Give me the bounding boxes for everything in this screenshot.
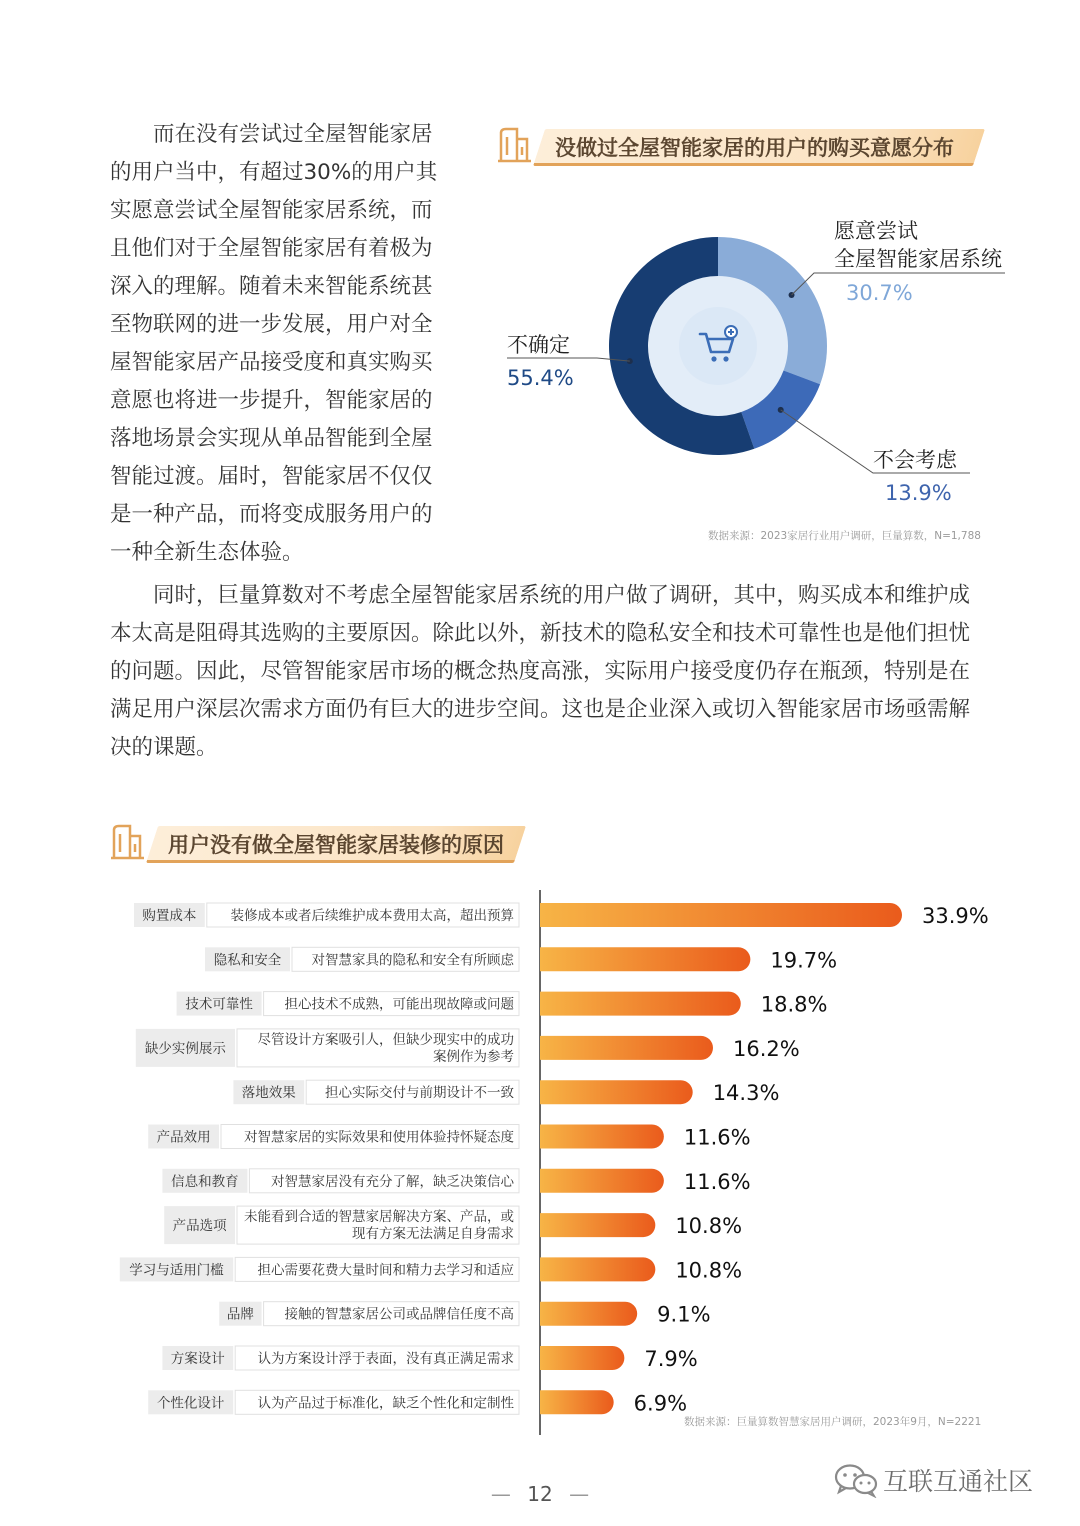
donut-leader-dot xyxy=(778,407,784,413)
bar-value-label: 7.9% xyxy=(644,1347,698,1371)
reason-desc: 尽管设计方案吸引人，但缺少现实中的成功 xyxy=(257,1031,514,1048)
bar-value-label: 10.8% xyxy=(675,1214,743,1239)
intro-paragraph-line: 的用户当中，有超过30%的用户其 xyxy=(110,160,438,185)
reason-desc: 对智慧家居的实际效果和使用体验持怀疑态度 xyxy=(244,1129,514,1146)
intro-paragraph-line: 屋智能家居产品接受度和真实购买 xyxy=(110,350,433,375)
reason-desc: 担心需要花费大量时间和精力去学习和适应 xyxy=(257,1262,514,1279)
reason-tag: 品牌 xyxy=(226,1306,254,1323)
bar xyxy=(540,1125,664,1149)
bar-value-label: 9.1% xyxy=(657,1302,711,1327)
bar-value-label: 16.2% xyxy=(732,1036,800,1061)
donut-slice-label: 不会考虑 xyxy=(873,448,957,472)
bar-chart-title: 用户没有做全屋智能家居装修的原因 xyxy=(168,833,504,857)
reason-desc: 对智慧家居没有充分了解，缺乏决策信心 xyxy=(271,1173,514,1190)
reason-desc: 担心实际交付与前期设计不一致 xyxy=(325,1085,514,1102)
reason-desc: 担心技术不成熟，可能出现故障或问题 xyxy=(284,996,514,1013)
reason-tag: 落地效果 xyxy=(241,1085,296,1102)
reason-desc: 未能看到合适的智慧家居解决方案、产品，或 xyxy=(244,1209,514,1226)
analysis-paragraph xyxy=(110,577,970,767)
reason-desc: 接触的智慧家居公司或品牌信任度不高 xyxy=(284,1306,514,1323)
bar xyxy=(540,1169,664,1193)
bar xyxy=(540,1346,624,1370)
page-number-dash-right: — xyxy=(569,1482,590,1506)
donut-slice-value: 30.7% xyxy=(846,281,913,305)
analysis-paragraph-line: 本太高是阻碍其选购的主要原因。除此以外，新技术的隐私安全和技术可靠性也是他们担忧 xyxy=(110,621,971,646)
intro-paragraph-line: 一种全新生态体验。 xyxy=(110,540,304,565)
reason-desc: 现有方案无法满足自身需求 xyxy=(352,1226,514,1243)
building-icon xyxy=(497,125,533,165)
bar xyxy=(540,1257,655,1281)
reason-tag: 产品选项 xyxy=(172,1218,227,1235)
analysis-paragraph-line: 满足用户深层次需求方面仍有巨大的进步空间。这也是企业深入或切入智能家居市场亟需解 xyxy=(110,697,971,722)
bar xyxy=(540,903,902,927)
analysis-paragraph-line: 的问题。因此，尽管智能家居市场的概念热度高涨，实际用户接受度仍存在瓶颈，特别是在 xyxy=(110,659,971,684)
intro-paragraph-line: 智能过渡。届时，智能家居不仅仅 xyxy=(110,464,433,489)
reason-tag: 信息和教育 xyxy=(171,1173,239,1190)
wechat-icon xyxy=(833,1462,879,1498)
building-icon xyxy=(110,822,146,862)
reason-desc: 装修成本或者后续维护成本费用太高，超出预算 xyxy=(230,908,514,924)
donut-chart-title-banner xyxy=(497,125,997,165)
reason-desc: 对智慧家具的隐私和安全有所顾虑 xyxy=(311,952,514,969)
intro-paragraph-line: 深入的理解。随着未来智能系统甚 xyxy=(110,274,433,299)
intro-paragraph-line: 落地场景会实现从单品智能到全屋 xyxy=(110,426,433,451)
reason-tag: 技术可靠性 xyxy=(185,996,253,1013)
intro-paragraph-line: 至物联网的进一步发展，用户对全 xyxy=(110,312,433,337)
page-number-dash-left: — xyxy=(490,1482,511,1506)
reason-tag: 购置成本 xyxy=(142,908,197,924)
reason-tag: 产品效用 xyxy=(156,1129,211,1146)
reason-tag: 缺少实例展示 xyxy=(144,1040,226,1057)
reason-desc: 认为产品过于标准化，缺乏个性化和定制性 xyxy=(257,1395,514,1412)
donut-slice-label: 不确定 xyxy=(507,333,570,357)
intro-paragraph-line: 意愿也将进一步提升，智能家居的 xyxy=(110,388,433,413)
bar xyxy=(540,1213,655,1237)
reason-tag: 方案设计 xyxy=(170,1351,225,1367)
bar xyxy=(540,1302,637,1326)
bar-value-label: 10.8% xyxy=(675,1258,743,1283)
reason-desc: 认为方案设计浮于表面，没有真正满足需求 xyxy=(257,1351,514,1367)
bar-value-label: 14.3% xyxy=(712,1081,780,1106)
bar xyxy=(540,1036,713,1060)
reason-tag: 个性化设计 xyxy=(156,1395,225,1412)
donut-slice-value: 55.4% xyxy=(507,366,574,390)
bar xyxy=(540,1080,693,1104)
bar-chart-title-banner xyxy=(110,822,540,862)
donut-chart xyxy=(480,200,1040,530)
watermark xyxy=(833,1458,1053,1502)
intro-paragraph-line: 是一种产品，而将变成服务用户的 xyxy=(110,502,433,527)
donut-slice-label: 愿意尝试 xyxy=(834,219,918,243)
bar xyxy=(540,992,741,1016)
donut-chart-title: 没做过全屋智能家居的用户的购买意愿分布 xyxy=(555,136,954,160)
bar-value-label: 19.7% xyxy=(770,948,838,973)
donut-slice-label: 全屋智能家居系统 xyxy=(834,247,1002,271)
reason-desc: 案例作为参考 xyxy=(433,1048,514,1065)
donut-chart-source: 数据来源：2023家居行业用户调研，巨量算数，N=1,788 xyxy=(708,530,981,542)
bar-chart xyxy=(0,880,1080,1440)
page-number-value: 12 xyxy=(527,1482,553,1506)
bar xyxy=(540,1390,614,1414)
bar-value-label: 6.9% xyxy=(633,1391,688,1416)
bar-value-label: 18.8% xyxy=(760,992,828,1017)
intro-paragraph-line: 实愿意尝试全屋智能家居系统，而 xyxy=(110,198,433,223)
bar-value-label: 11.6% xyxy=(683,1125,751,1150)
bar-chart-source: 数据来源：巨量算数智慧家居用户调研，2023年9月，N=2221 xyxy=(684,1416,982,1428)
bar-value-label: 11.6% xyxy=(683,1169,751,1194)
donut-slice-value: 13.9% xyxy=(885,481,952,505)
reason-tag: 隐私和安全 xyxy=(213,952,282,969)
intro-paragraph-line: 且他们对于全屋智能家居有着极为 xyxy=(110,236,433,261)
reason-tag: 学习与适用门槛 xyxy=(129,1262,224,1279)
bar xyxy=(540,947,750,971)
analysis-paragraph-line: 决的课题。 xyxy=(110,735,218,760)
watermark-text: 互联互通社区 xyxy=(883,1467,1034,1496)
bar-value-label: 33.9% xyxy=(922,904,989,928)
intro-paragraph xyxy=(110,116,437,572)
donut-center xyxy=(679,307,757,385)
intro-paragraph-line: 而在没有尝试过全屋智能家居 xyxy=(110,122,433,147)
analysis-paragraph-line: 同时，巨量算数对不考虑全屋智能家居系统的用户做了调研，其中，购买成本和维护成 xyxy=(110,583,971,608)
